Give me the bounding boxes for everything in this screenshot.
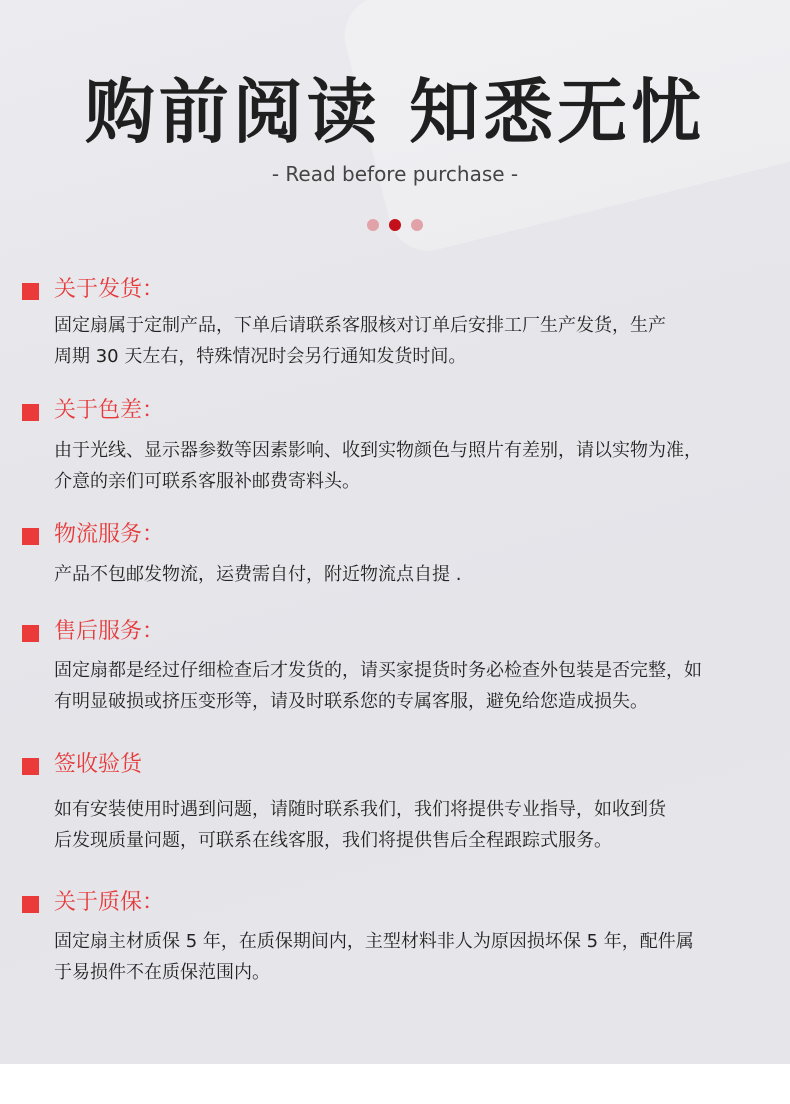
dot-indicator-3 (411, 219, 423, 231)
body-line: 固定扇主材质保 5 年，在质保期间内，主型材料非人为原因损坏保 5 年，配件属 (54, 931, 694, 952)
body-line: 后发现质量问题，可联系在线客服，我们将提供售后全程跟踪式服务。 (54, 830, 612, 851)
body-line: 有明显破损或挤压变形等，请及时联系您的专属客服，避免给您造成损失。 (54, 691, 648, 712)
body-line: 周期 30 天左右，特殊情况时会另行通知发货时间。 (54, 346, 467, 367)
page-subtitle: - Read before purchase - (271, 162, 519, 186)
section-heading: 关于色差： (54, 398, 165, 423)
dot-indicator-2-active (389, 219, 401, 231)
section-marker-icon (22, 758, 39, 775)
section-heading: 关于质保： (54, 890, 165, 915)
section-body (54, 310, 770, 372)
section-marker-icon (22, 896, 39, 913)
body-line: 固定扇属于定制产品，下单后请联系客服核对订单后安排工厂生产发货，生产 (54, 315, 666, 336)
body-line: 介意的亲们可联系客服补邮费寄料头。 (54, 471, 360, 492)
body-line: 于易损件不在质保范围内。 (54, 962, 270, 983)
body-line: 由于光线、显示器参数等因素影响、收到实物颜色与照片有差别，请以实物为准， (54, 440, 702, 461)
section-body (54, 794, 770, 856)
section-heading: 关于发货： (54, 277, 165, 302)
section-marker-icon (22, 528, 39, 545)
body-line: 如有安装使用时遇到问题，请随时联系我们，我们将提供专业指导，如收到货 (54, 799, 666, 820)
pagination-dots (0, 214, 790, 230)
section-heading: 签收验货 (54, 752, 143, 777)
section-heading: 物流服务： (54, 522, 165, 547)
section-body (54, 435, 770, 497)
section-marker-icon (22, 283, 39, 300)
section-body (54, 655, 770, 717)
section-heading: 售后服务： (54, 619, 165, 644)
page-title: 购前阅读 知悉无忧 (84, 71, 706, 153)
section-body (54, 559, 770, 590)
section-marker-icon (22, 404, 39, 421)
section-marker-icon (22, 625, 39, 642)
dot-indicator-1 (367, 219, 379, 231)
body-line: 固定扇都是经过仔细检查后才发货的，请买家提货时务必检查外包装是否完整，如 (54, 660, 702, 681)
section-body (54, 926, 770, 988)
body-line: 产品不包邮发物流，运费需自付，附近物流点自提 . (54, 564, 462, 585)
